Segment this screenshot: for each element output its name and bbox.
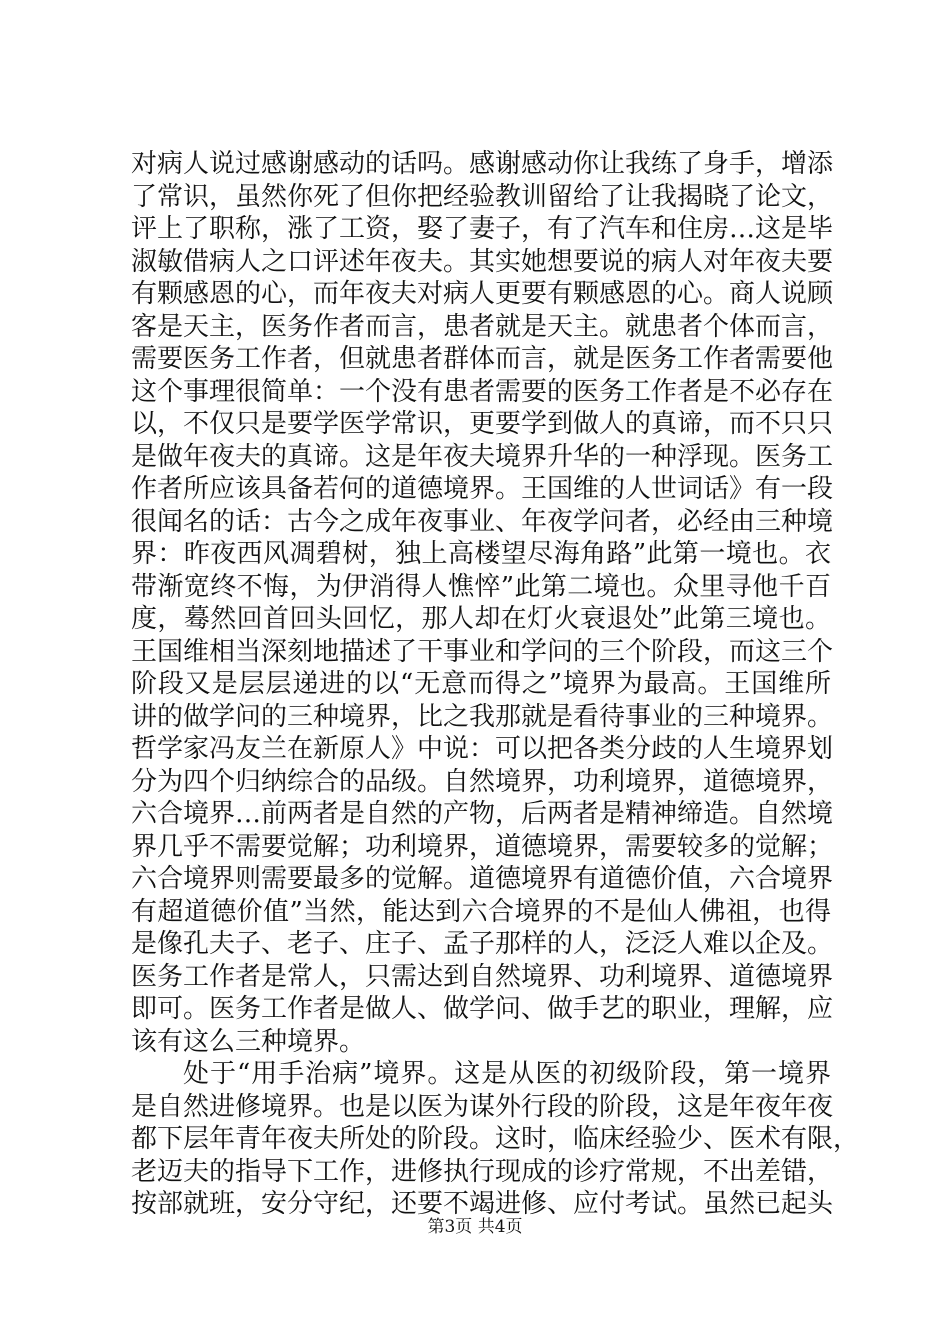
text-line: 对病人说过感谢感动的话吗。感谢感动你让我练了身手，增添 bbox=[131, 149, 834, 179]
body-text bbox=[131, 148, 860, 1221]
text-line: 都下层年青年夜夫所处的阶段。这时，临床经验少、医术有限， bbox=[131, 1124, 860, 1154]
text-line: 是做年夜夫的真谛。这是年夜夫境界升华的一种浮现。医务工 bbox=[131, 441, 834, 472]
text-line: 了常识，虽然你死了但你把经验教训留给了让我揭晓了论文， bbox=[131, 181, 834, 212]
text-line: 需要医务工作者，但就患者群体而言，就是医务工作者需要他 bbox=[131, 344, 834, 374]
text-line: 医务工作者是常人，只需达到自然境界、功利境界、道德境界 bbox=[131, 961, 834, 992]
text-line: 阶段又是层层递进的以“无意而得之”境界为最高。王国维所 bbox=[131, 669, 831, 699]
text-line: 是自然进修境界。也是以医为谋外行段的阶段，这是年夜年夜 bbox=[131, 1091, 834, 1122]
text-line: 哲学家冯友兰在新原人》中说：可以把各类分歧的人生境界划 bbox=[131, 734, 834, 764]
paragraph-end-line: 该有这么三种境界。 bbox=[131, 1026, 366, 1057]
text-line: 六合境界…前两者是自然的产物，后两者是精神缔造。自然境 bbox=[131, 799, 834, 829]
text-line: 客是天主，医务作者而言，患者就是天主。就患者个体而言， bbox=[131, 311, 834, 342]
text-line: 按部就班，安分守纪，还要不竭进修、应付考试。虽然已起头 bbox=[131, 1189, 834, 1219]
text-line: 作者所应该具备若何的道德境界。王国维的人世词话》有一段 bbox=[131, 474, 834, 504]
text-line: 有超道德价值”当然，能达到六合境界的不是仙人佛祖，也得 bbox=[131, 896, 831, 927]
text-line: 淑敏借病人之口评述年夜夫。其实她想要说的病人对年夜夫要 bbox=[131, 246, 834, 277]
text-line: 是像孔夫子、老子、庄子、孟子那样的人，泛泛人难以企及。 bbox=[131, 929, 834, 959]
paragraph-start-line: 处于“用手治病”境界。这是从医的初级阶段，第一境界 bbox=[183, 1059, 831, 1089]
text-line: 评上了职称，涨了工资，娶了妻子，有了汽车和住房…这是毕 bbox=[131, 214, 834, 244]
text-line: 界：昨夜西风凋碧树，独上高楼望尽海角路”此第一境也。衣 bbox=[131, 539, 831, 569]
text-line: 王国维相当深刻地描述了干事业和学问的三个阶段，而这三个 bbox=[131, 636, 834, 667]
text-line: 六合境界则需要最多的觉解。道德境界有道德价值，六合境界 bbox=[131, 864, 834, 894]
text-line: 老迈夫的指导下工作，进修执行现成的诊疗常规，不出差错， bbox=[131, 1156, 834, 1187]
text-line: 讲的做学问的三种境界，比之我那就是看待事业的三种境界。 bbox=[131, 701, 834, 732]
text-line: 分为四个归纳综合的品级。自然境界，功利境界，道德境界， bbox=[131, 766, 834, 797]
text-line: 带渐宽终不悔，为伊消得人憔悴”此第二境也。众里寻他千百 bbox=[131, 571, 831, 602]
text-line: 有颗感恩的心，而年夜夫对病人更要有颗感恩的心。商人说顾 bbox=[131, 279, 834, 309]
text-line: 以，不仅只是要学医学常识，更要学到做人的真谛，而不只只 bbox=[131, 409, 834, 439]
text-line: 即可。医务工作者是做人、做学问、做手艺的职业，理解，应 bbox=[131, 994, 834, 1024]
text-line: 这个事理很简单：一个没有患者需要的医务工作者是不必存在 bbox=[131, 376, 834, 407]
text-line: 度，蓦然回首回头回忆，那人却在灯火衰退处”此第三境也。 bbox=[131, 604, 831, 634]
page-number-footer: 第3页 共4页 bbox=[427, 1217, 523, 1237]
text-line: 很闻名的话：古今之成年夜事业、年夜学问者，必经由三种境 bbox=[131, 506, 834, 537]
text-line: 界几乎不需要觉解；功利境界，道德境界，需要较多的觉解； bbox=[131, 831, 834, 862]
